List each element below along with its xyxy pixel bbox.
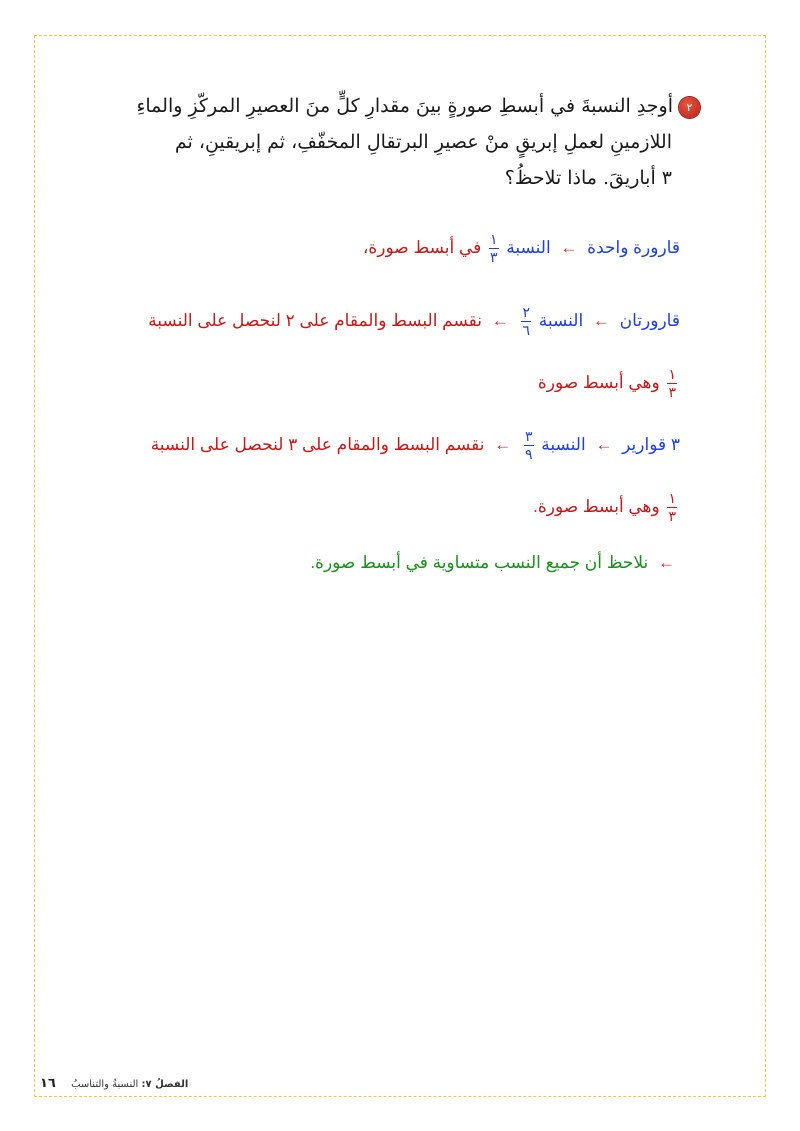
question-text-1: أوجدِ النسبةَ في أبسطِ صورةٍ بينَ مقدارِ كلٍّ منَ العصيرِ المركّزِ والماءِ: [136, 95, 673, 117]
row1-ratio-label: النسبة: [506, 237, 551, 257]
fraction-denominator: ٣: [668, 508, 676, 524]
row1-fraction: [489, 232, 499, 265]
row2-ratio-label: النسبة: [538, 310, 584, 330]
page-footer: [40, 1076, 188, 1091]
fraction-denominator: ٦: [522, 322, 530, 338]
row1-lead: قارورة واحدة: [587, 237, 680, 257]
row2b-tail: وهي أبسط صورة: [537, 372, 660, 392]
question-block: [100, 88, 700, 196]
answer-row-2b: [538, 367, 680, 400]
arrow-icon: ←: [595, 434, 613, 454]
fraction-denominator: ٣: [668, 384, 676, 400]
row2b-fraction: [667, 367, 677, 400]
fraction-numerator: ١: [668, 490, 676, 506]
conclusion-row: [310, 553, 680, 573]
fraction-numerator: ٢: [522, 304, 530, 320]
fraction-denominator: ٣: [489, 249, 498, 265]
footer-chapter: الفصلُ ٧:: [141, 1079, 189, 1090]
row3b-fraction: [667, 491, 677, 524]
row1-tail: في أبسط صورة،: [362, 237, 482, 257]
question-line-1: [100, 88, 700, 124]
footer-chapter-title: النسبةُ والتناسبُ: [71, 1079, 139, 1090]
fraction-denominator: ٩: [524, 446, 533, 462]
row3-lead: ٣ قوارير: [622, 434, 680, 454]
fraction-numerator: ١: [489, 231, 498, 247]
question-line-2: اللازمينِ لعملِ إبريقٍ منْ عصيرِ البرتقالِ المخفّفِ، ثم إبريقينِ، ثم: [174, 131, 672, 153]
arrow-icon: ←: [560, 237, 578, 257]
answer-row-3: [151, 429, 680, 462]
answer-row-1: [363, 232, 680, 265]
arrow-icon: ←: [494, 434, 512, 454]
answer-row-3b: [533, 491, 680, 524]
arrow-icon: ←: [592, 310, 610, 330]
arrow-icon: ←: [658, 553, 675, 572]
row3b-tail: وهي أبسط صورة.: [533, 496, 660, 516]
question-number-badge: ٢: [679, 97, 700, 118]
fraction-numerator: ٣: [524, 428, 533, 444]
conclusion-text: نلاحظ أن جميع النسب متساوية في أبسط صورة.: [310, 553, 649, 572]
row2-tail: نقسم البسط والمقام على ٢ لنحصل على النسبة: [148, 310, 482, 330]
row3-ratio-label: النسبة: [541, 434, 586, 454]
fraction-numerator: ١: [668, 366, 676, 382]
answer-row-2: [148, 305, 680, 338]
row3-fraction: [524, 429, 534, 462]
question-line-3: ٣ أباريقَ. ماذا تلاحظُ؟: [504, 167, 672, 189]
row2-lead: قارورتان: [619, 310, 680, 330]
arrow-icon: ←: [491, 310, 509, 330]
page-number: ١٦: [40, 1076, 56, 1091]
row3-tail: نقسم البسط والمقام على ٣ لنحصل على النسبة: [150, 434, 485, 454]
row2-fraction: [521, 305, 531, 338]
